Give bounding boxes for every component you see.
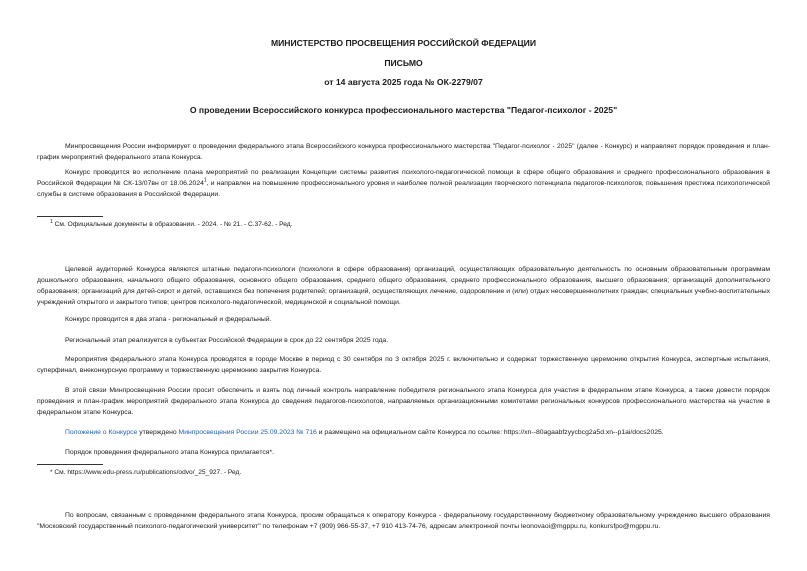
- paragraph-regulation: [37, 427, 770, 438]
- paragraph-request: В этой связи Минпросвещения России просит обеспечить и взять под личный контроль направление победителя регионального этапа Конкурса для участия в федеральном этапе Конкурса, а также довести порядок проведения и план-график мероприятий федерального этапа Конкурса до сведения педагогов-психологов, направляемых организационными комитетами региональных конкурсов профессионального мастерства на участие в федеральном этапе Конкурса.: [37, 387, 770, 416]
- letter-subject: О проведении Всероссийского конкурса профессионального мастерства "Педагог-психолог - 2025": [189, 105, 618, 115]
- paragraph-stages: Конкурс проводится в два этапа - региональный и федеральный.: [65, 316, 272, 323]
- paragraph-intro: Минпросвещения России информирует о проведении федерального этапа Всероссийского конкурса профессионального мастерства "Педагог-психолог - 2025" (далее - Конкурс) и направляет порядок проведения и план-график мероприятий федерального этапа Конкурса.: [37, 143, 770, 161]
- link-order[interactable]: Минпросвещения России 25.09.2023 № 716: [178, 429, 317, 436]
- footnote-2-text[interactable]: См. https://www.edu-press.ru/publications/odvo/_25_927. - Ред.: [54, 469, 242, 476]
- paragraph-attachment: Порядок проведения федерального этапа Конкурса прилагается*.: [65, 449, 275, 456]
- footnote-1-text: См. Официальные документы в образовании. - 2024. - № 21. - С.37-62. - Ред.: [54, 221, 293, 228]
- paragraph-purpose-tail: , и направлен на повышение профессионального уровня и наиболее полной реализации творческого потенциала педагогов-психологов, повышения престижа психологической службы в системе образования в Российской Федерации.: [37, 180, 770, 198]
- date-number: от 14 августа 2025 года № ОК-2279/07: [324, 77, 483, 87]
- paragraph-contacts: По вопросам, связанным с проведением федерального этапа Конкурса, просим обращаться к оператору Конкурса - федеральному государственному бюджетному образовательному учреждению высшего образования "Московский государственный психолого-педагогический университет" по телефонам +7 (909) 966-55-37, +7 910 413-74-76, адресам электронной почты leonovaoi@mgppu.ru, konkursfpo@mgppu.ru.: [37, 512, 770, 530]
- footnote-divider-2: [37, 464, 103, 465]
- doc-type: ПИСЬМО: [384, 58, 423, 68]
- footnote-2-marker: *: [50, 469, 53, 476]
- footnote-divider: [37, 216, 103, 217]
- paragraph-purpose: [37, 167, 770, 200]
- paragraph-purpose-text: Конкурс проводится во исполнение плана мероприятий по реализации Концепции системы развития психолого-педагогической помощи в сфере общего образования и среднего профессионального образования в Российской Федерации № СК-13/07вн от 18.06.2024: [37, 169, 770, 187]
- paragraph-regulation-tail: и размещено на официальном сайте Конкурса по ссылке: https://xn--80agaabfzyycbcg2a5d.xn--p1ai/docs2025.: [316, 429, 664, 436]
- ministry-title: МИНИСТЕРСТВО ПРОСВЕЩЕНИЯ РОССИЙСКОЙ ФЕДЕРАЦИИ: [270, 38, 537, 48]
- paragraph-audience: Целевой аудиторией Конкурса являются штатные педагоги-психологи (психологи в сфере образования) организаций, осуществляющих образовательную деятельность по основным образовательным программам дошкольного образования, начального общего образования, основного общего образования, среднего общего образования, среднего профессионального образования, высшего образования; организаций дополнительного образования; организаций для детей-сирот и детей, оставшихся без попечения родителей; организаций, осуществляющих лечение, оздоровление и (или) отдых несовершеннолетних граждан; специальных учебно-воспитательных учреждений открытого и закрытого типов; центров психолого-педагогической, медицинской и социальной помощи.: [37, 266, 770, 306]
- paragraph-regional-stage: Региональный этап реализуется в субъектах Российской Федерации в срок до 22 сентября 2025 года.: [65, 337, 389, 344]
- paragraph-federal-events: Мероприятия федерального этапа Конкурса проводятся в городе Москве в период с 30 сентября по 3 октября 2025 г. включительно и содержат торжественную церемонию открытия Конкурса, экспертные испытания, суперфинал, внеконкурсную программу и торжественную церемонию закрытия Конкурса.: [37, 356, 770, 374]
- footnote-2: [50, 468, 241, 478]
- footnote-1-marker: 1: [50, 218, 53, 225]
- footnote-ref-1[interactable]: 1: [203, 177, 207, 184]
- footnote-1: [50, 220, 292, 230]
- paragraph-regulation-mid: утверждено: [137, 429, 179, 436]
- link-regulation[interactable]: Положение о Конкурсе: [65, 429, 138, 436]
